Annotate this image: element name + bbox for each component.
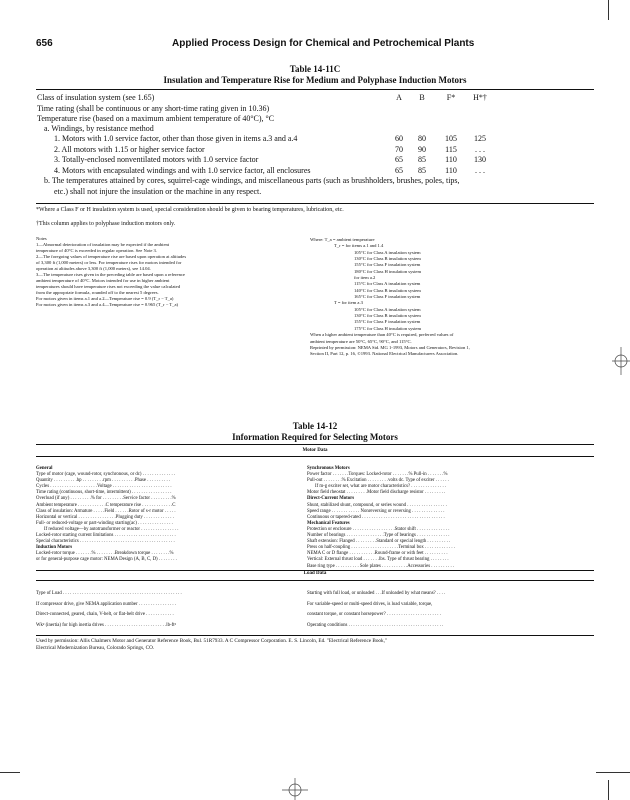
note-line: temperatures should have temperature rises not exceeding the value calculated	[36, 284, 181, 289]
table-cell: 90	[418, 144, 426, 154]
table-cell: . . .	[475, 144, 485, 154]
form-line: Shunt, stabilized shunt, compound, or series wound . . . . . . . . . . . . . . . . .	[307, 502, 447, 508]
where-line: 105°C for Class A insulation system	[354, 249, 421, 255]
form-line: Time rating (continuous, short-time, intermittent) . . . . . . . . . . . . . . . . .	[36, 490, 172, 496]
section-heading-dc: Direct-Current Motors	[307, 496, 355, 502]
motor-data-left	[36, 466, 178, 564]
notes-block	[36, 236, 186, 308]
citation	[36, 638, 387, 652]
form-line: Operating conditions . . . . . . . . . . . . . . . . . . . . . . . . . . . . . . . . . . . . . . . .	[307, 622, 444, 628]
where-line: 130°C for Class B insulation system	[354, 313, 421, 319]
load-data-label: Load Data	[303, 571, 327, 576]
table-cell: 65	[395, 165, 403, 175]
form-line: If reduced voltage—by autotransformer or reactor . . . . . . . . . . . . . . . .	[44, 526, 179, 532]
form-line: or for general-purpose cage motor: NEMA Design (A, B, C, D) . . . . . . . .	[36, 557, 177, 563]
load-data-left	[36, 589, 182, 631]
where-line: 140°C for Class B insulation system	[354, 287, 421, 293]
where-line: ambient temperature are 50°C, 65°C, 90°C, and 115°C.	[310, 338, 412, 344]
class-row: Class of insulation system (see 1.65)	[37, 93, 155, 102]
table-cell: 80	[418, 134, 426, 143]
form-line: If m-g exciter set, what are motor characteristics? . . . . . . . . . . . . . . .	[315, 484, 447, 490]
note-line: 3—The temperature rises given in the preceding table are based upon a reference	[36, 272, 185, 277]
footnote-polyphase: †This column applies to polyphase induction motors only.	[36, 221, 176, 227]
form-line: Locked-rotor starting current limitations . . . . . . . . . . . . . . . . . . . . . . . . . .	[36, 533, 176, 539]
registration-mark-icon	[612, 345, 630, 377]
form-line: Locked-rotor torque . . . . . . .% . . . . . . . .Breakdown torque . . . . . . . .%	[36, 551, 174, 557]
table-row: 3. Totally-enclosed nonventilated motors with 1.0 service factor	[54, 155, 259, 164]
where-line: 155°C for Class F insulation system	[354, 262, 421, 268]
table-11c-title: Insulation and Temperature Rise for Medium and Polyphase Induction Motors	[163, 75, 467, 85]
citation-line: Used by permission: Allis Chalmers Motor and Generator Reference Book, Bul. 51R7933. A C Compressor Corporation. E. S. Lincoln, Ed. "Electrical Reference Book,"	[36, 638, 388, 644]
form-line: Speed range . . . . . . . . . . . . Nonreversing or reversing . . . . . . . . . . . . . .	[307, 508, 445, 514]
form-line: Pull-out . . . . . . . .% Excitation . . . . . . . . .volts dc. Type of exciter . . . . . .	[307, 478, 449, 484]
where-line: 180°C for Class H insulation system	[354, 268, 422, 274]
form-line: Protection or enclosure . . . . . . . . . . . . . . . . . .Stator shift . . . . . . . . . . . . . .	[307, 526, 450, 532]
col-header-a: A	[396, 93, 402, 102]
note-line: 1—Abnormal deterioration of insulation may be expected if the ambient	[36, 242, 170, 247]
crop-mark	[596, 772, 630, 773]
form-line: Ambient temperature . . . . . . . . . . . .C temperature rise . . . . . . . . . . . . .C	[36, 502, 176, 508]
form-line: For variable-speed or multi-speed drives, is load variable, torque,	[307, 601, 433, 607]
table-cell: 110	[445, 165, 457, 175]
note-line: Notes	[36, 236, 47, 241]
rule	[36, 635, 594, 636]
table-cell: 110	[445, 155, 457, 164]
table-11c-body	[37, 93, 595, 209]
form-line: Number of bearings . . . . . . . . . . . . . . . .Type of bearings . . . . . . . . . . . . . .	[307, 533, 450, 539]
rule	[36, 203, 594, 204]
form-line: Horizontal or vertical . . . . . . . . . . . . . . . .Plugging duty . . . . . . . . . . . . .	[36, 514, 174, 520]
form-line: Direct-connected, geared, chain, V-belt, or flat-belt drive . . . . . . . . . . . .	[36, 612, 174, 617]
table-cell: 60	[395, 134, 403, 143]
citation-line: Electrical Modernization Bureau, Colorado Springs, CO.	[36, 645, 155, 652]
note-line: operation at altitudes above 3,300 ft (1,000 meters), see 14.04.	[36, 266, 151, 271]
crop-mark	[608, 780, 609, 800]
form-line: Press on half-coupling . . . . . . . . . . . . . . . . . . . .Terminal box . . . . . . . . . . . . .	[307, 545, 455, 551]
form-line: Motor field rheostat . . . . . . . . .Motor field discharge resistor . . . . . . . . .	[307, 490, 446, 496]
where-line: 155°C for Class F insulation system	[354, 319, 421, 325]
note-line: For motors given in items a.1 and a.2—Temperature rise = 0.9 (T_r − T_a)	[36, 296, 174, 301]
section-heading-synchronous: Synchronous Motors	[307, 466, 350, 471]
table-12-label: Table 14-12	[292, 421, 338, 431]
motor-data-label: Motor Data	[302, 448, 328, 453]
note-line: ambient temperature of 40°C. Motors intended for use in higher ambient	[36, 278, 170, 283]
note-line: temperature of 40°C is exceeded in regular operation. See Note 3.	[36, 248, 157, 253]
table-11c-label: Table 14-11C	[289, 64, 341, 74]
col-header-h: H*†	[473, 93, 487, 102]
form-line: NEMA C or D flange . . . . . . . . . . .Round-frame or with feet . . . . . . . . . .	[307, 551, 448, 557]
note-line: of 3,300 ft (1,000 meters) or less. For temperature rises for motors intended for	[36, 260, 182, 265]
note-line: For motors given in items a.3 and a.4—Temperature rise = 0.965 (T_r − T_a)	[36, 302, 179, 307]
where-line: Section II, Part 12, p. 16, ©1993. National Electrical Manufacturers Association.	[310, 351, 459, 357]
section-heading-general: General	[36, 466, 53, 471]
form-line: Starting with full load, or unloaded . . .If unloaded by what means? . . . .	[307, 591, 446, 596]
col-header-b: B	[419, 93, 425, 102]
form-line: Cycles . . . . . . . . . . . . . . . . . . . .Voltage . . . . . . . . . . . . . . . . . . . . . . . . .	[36, 484, 172, 490]
crop-mark	[0, 772, 20, 773]
table-cell: 115	[445, 144, 457, 154]
rule	[36, 89, 594, 90]
rule	[36, 580, 594, 581]
form-line: Vertical: External thrust load . . . . . . .lbs. Type of thrust bearing . . . . . . . .	[307, 557, 449, 563]
running-title: Applied Process Design for Chemical and Petrochemical Plants	[172, 38, 475, 49]
item-b-line2: etc.) shall not injure the insulation or the machine in any respect.	[54, 186, 262, 196]
where-line: T_r = for items a.1 and 1.4	[334, 243, 384, 249]
form-line: Overload (if any) . . . . . . . . .% for . . . . . . . . .Service factor . . . . . . . . .%	[36, 496, 176, 502]
where-block	[310, 237, 470, 358]
table-cell: 85	[418, 155, 426, 164]
table-cell: 85	[418, 165, 426, 175]
where-line: Reprinted by permission: NEMA Std. MG 1-1993, Motors and Generators, Revision 1,	[310, 344, 470, 350]
form-line: Continuous or tapered-rated . . . . . . . . . . . . . . . . . . . . . . . . . . . . . . . . . . .	[307, 514, 445, 520]
form-line: Special characteristics . . . . . . . . . . . . . . . . . . . . . . . . . . . . . . . . . . . . . . . .	[36, 539, 175, 545]
table-cell: 130	[474, 155, 486, 164]
where-line: 175°C for Class H insulation system	[354, 325, 422, 331]
windings-label: a. Windings, by resistance method	[44, 123, 154, 133]
form-line: Power factor . . . . . . .Torques: Locked-rotor . . . . . . .% Pull-in . . . . . . .%	[307, 472, 448, 478]
where-line: 115°C for Class A insulation system	[354, 281, 421, 287]
note-line: from the appropriate formula, rounded off to the nearest 5 degrees.	[36, 290, 159, 295]
item-b-line1: b. The temperatures attained by cores, squirrel-cage windings, and miscellaneous parts (such as brushholders, brushes, poles, tips,	[44, 176, 460, 185]
section-heading-mechanical: Mechanical Features	[307, 520, 350, 526]
where-line: 105°C for Class A insulation system	[354, 306, 421, 312]
table-cell: . . .	[475, 165, 485, 175]
temp-rise: Temperature rise (based on a maximum ambient temperature of 40°C), °C	[37, 113, 275, 123]
motor-data-right	[307, 466, 455, 570]
table-12-title: Information Required for Selecting Motors	[232, 432, 398, 442]
form-line: Shaft extension: Flanged . . . . . . . . .Standard or special length . . . . . . . . . .	[307, 539, 451, 545]
time-rating: Time rating (shall be continuous or any short-time rating given in 10.36)	[37, 103, 270, 113]
where-line: When a higher ambient temperature than 40°C is required, preferred values of	[310, 332, 454, 338]
form-line: Base ring type . . . . . . . . . . Sole plates . . . . . . . . . . .Accessories . . . . . . . . . .	[307, 563, 455, 569]
where-line: Where: T_a = ambient temperature	[310, 237, 375, 242]
form-line: Wk² (inertia) for high inertia drives . . . . . . . . . . . . . . . . . . . . . . . . . .lb-ft²	[36, 622, 176, 628]
section-heading-induction: Induction Motors	[36, 545, 73, 551]
page-number: 656	[36, 38, 53, 49]
footnote-class-fh: *Where a Class F or H insulation system is used, special consideration should be given to bearing temperatures, lubrication, etc.	[36, 207, 344, 213]
form-line: If compressor drive, give NEMA application number . . . . . . . . . . . . . . . .	[36, 601, 177, 607]
form-line: Class of insulation: Armature . . . . .Field . . . . . .Rotor of s-r motor . . . . .	[36, 508, 176, 514]
rule	[36, 444, 594, 445]
form-line: Type of motor (cage, wound-rotor, synchronous, or dc) . . . . . . . . . . . . . .	[36, 472, 176, 478]
load-data-right	[307, 589, 445, 631]
table-cell: 70	[395, 144, 403, 154]
table-cell: 65	[395, 155, 403, 164]
note-line: 2—The foregoing values of temperature rise are based upon operation at altitudes	[36, 254, 187, 259]
col-header-f: F*	[446, 93, 456, 102]
form-line: Full- or reduced-voltage or part-winding starting(ac) . . . . . . . . . . . . . . .	[36, 520, 173, 526]
form-line: constant torque, or constant horsepower? . . . . . . . . . . . . . . . . . . . . . . .	[307, 612, 441, 617]
where-line: 165°C for Class F insulation system	[354, 294, 421, 300]
table-row: 4. Motors with encapsulated windings and with 1.0 service factor, all enclosures	[54, 165, 311, 175]
form-line: Quantity . . . . . . . . . .hp . . . . . . . . .rpm . . . . . . . . . .Phase . . . . . . . . . .	[36, 478, 171, 484]
table-row: 2. All motors with 1.15 or higher service factor	[54, 144, 205, 154]
where-line: 130°C for Class B insulation system	[354, 256, 421, 262]
table-cell: 105	[445, 134, 457, 143]
table-cell: 125	[474, 134, 486, 143]
table-row: 1. Motors with 1.0 service factor, other than those given in items a.3 and a.4	[54, 134, 298, 143]
form-line: Type of Load . . . . . . . . . . . . . . . . . . . . . . . . . . . . . . . . . . . . . . . . . . . . . . . . . .	[36, 591, 182, 596]
where-line: T = for item a.3	[334, 300, 363, 306]
rule	[36, 456, 594, 457]
registration-mark-icon	[280, 778, 310, 800]
where-line: for item a.2	[354, 275, 376, 281]
crop-mark	[608, 0, 609, 20]
